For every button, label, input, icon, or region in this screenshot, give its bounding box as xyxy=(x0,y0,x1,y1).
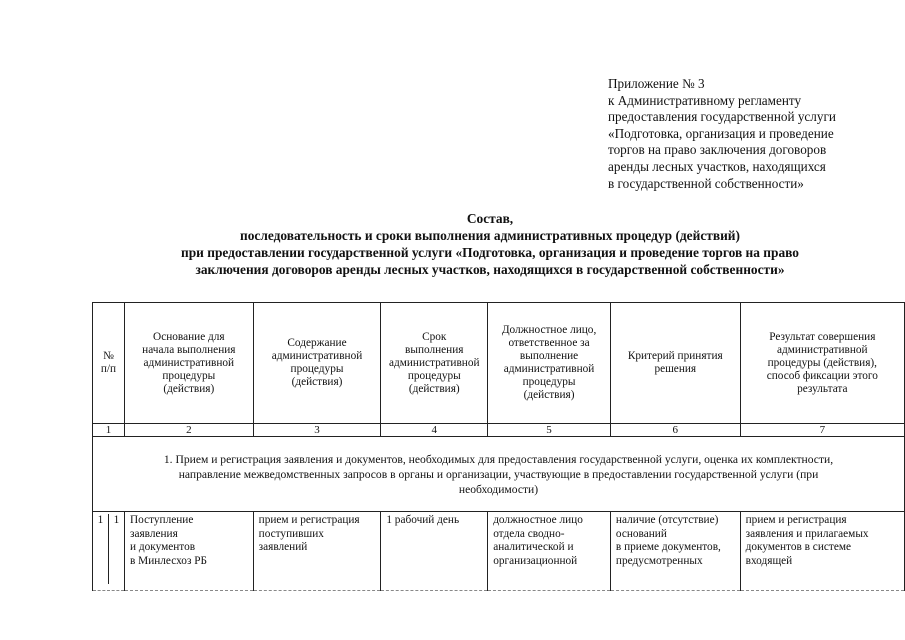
row-content-cell xyxy=(253,512,381,591)
cell-text: в приеме документов, xyxy=(615,541,721,554)
header-text: административной xyxy=(271,350,363,362)
column-number: 7 xyxy=(740,424,904,437)
cell-text: должностное лицо xyxy=(493,514,583,526)
section-row xyxy=(93,437,905,512)
header-text: (действия) xyxy=(523,389,575,401)
title-line: Состав, xyxy=(466,211,514,226)
header-text: Должностное лицо, xyxy=(501,324,597,336)
header-text: Основание для xyxy=(153,330,225,343)
cell-text: 1 рабочий день xyxy=(386,514,460,526)
header-text: процедуры xyxy=(407,369,461,382)
header-cell-criterion xyxy=(610,303,740,424)
cell-text: организационной xyxy=(493,554,578,567)
cell-text: Поступление xyxy=(130,514,194,526)
row-result-cell xyxy=(740,512,904,591)
table-row xyxy=(93,512,905,591)
header-text: (действия) xyxy=(408,382,460,395)
appendix-line: торгов на право заключения договоров xyxy=(608,142,827,158)
header-cell-content xyxy=(253,303,381,424)
header-text: (действия) xyxy=(163,382,215,395)
header-text: процедуры xyxy=(522,376,576,388)
column-number: 5 xyxy=(488,424,611,437)
row-basis-cell xyxy=(125,512,254,591)
header-text: начала выполнения xyxy=(142,343,236,356)
header-text: административной xyxy=(503,363,595,375)
cell-text: прием и регистрация xyxy=(258,514,360,526)
header-text: процедуры xyxy=(162,369,216,382)
cell-text: и документов xyxy=(130,541,196,554)
title-line: заключения договоров аренды лесных участков, находящихся в государственной собственности» xyxy=(195,262,785,277)
header-cell-official xyxy=(488,303,611,424)
section-line: необходимости) xyxy=(458,482,539,496)
header-text: административной xyxy=(388,356,480,369)
appendix-line: Приложение № 3 xyxy=(608,76,705,91)
appendix-line: в государственной собственности» xyxy=(608,175,804,191)
header-cell-term xyxy=(381,303,488,424)
header-text: административной xyxy=(143,356,235,369)
section-line: направление межведомственных запросов в органы и организации, участвующие в предоставлении государственной услуги (при xyxy=(178,467,819,481)
header-cell-number xyxy=(93,303,125,424)
cell-text: предусмотренных xyxy=(615,554,703,567)
document-title xyxy=(60,210,905,278)
table-header-row xyxy=(93,303,905,424)
row-number: 1 xyxy=(93,514,109,584)
appendix-line: предоставления государственной услуги xyxy=(608,109,836,125)
cell-text: заявления и прилагаемых xyxy=(745,527,869,540)
row-official-cell xyxy=(488,512,611,591)
title-line: при предоставлении государственной услуги «Подготовка, организация и проведение торгов на право xyxy=(181,245,799,260)
appendix-line: «Подготовка, организация и проведение xyxy=(608,125,834,141)
column-number: 1 xyxy=(93,424,125,437)
section-heading xyxy=(93,437,905,512)
appendix-line: к Административному регламенту xyxy=(608,92,802,108)
row-term-cell xyxy=(381,512,488,591)
row-number-cell xyxy=(93,512,125,591)
appendix-line: аренды лесных участков, находящихся xyxy=(608,158,826,174)
cell-text: аналитической и xyxy=(493,541,574,554)
cell-text: наличие (отсутствие) xyxy=(615,514,719,526)
procedures-table xyxy=(92,302,905,591)
header-text: выполнение xyxy=(519,350,579,362)
header-text: результата xyxy=(797,382,848,395)
row-criterion-cell xyxy=(610,512,740,591)
section-line: 1. Прием и регистрация заявления и документов, необходимых для предоставления государственной услуги, оценка их комплектности, xyxy=(163,452,834,466)
appendix-block xyxy=(608,76,898,192)
header-text: Критерий принятия xyxy=(627,350,723,362)
header-text: выполнения xyxy=(405,343,464,356)
header-text: № xyxy=(103,350,114,362)
header-text: (действия) xyxy=(291,376,343,388)
column-number: 3 xyxy=(253,424,381,437)
header-text: административной xyxy=(777,343,868,356)
cell-text: входящей xyxy=(745,554,793,567)
row-subnumber: 1 xyxy=(113,514,120,526)
column-number: 4 xyxy=(381,424,488,437)
header-text: Результат совершения xyxy=(769,330,876,343)
cell-text: документов в системе xyxy=(745,541,851,554)
header-text: решения xyxy=(654,363,697,375)
cell-text: в Минлесхоз РБ xyxy=(130,554,208,567)
cell-text: поступивших xyxy=(258,527,324,540)
cell-text: отдела сводно- xyxy=(493,527,565,540)
header-text: способ фиксации этого xyxy=(766,369,878,382)
cell-text: заявления xyxy=(130,527,178,540)
title-line: последовательность и сроки выполнения административных процедур (действий) xyxy=(240,228,740,243)
column-number-row xyxy=(93,424,905,437)
header-text: процедуры (действия), xyxy=(767,356,878,369)
cell-text: оснований xyxy=(615,527,667,540)
header-text: Срок xyxy=(422,330,447,343)
header-cell-basis xyxy=(125,303,254,424)
column-number: 2 xyxy=(125,424,254,437)
column-number: 6 xyxy=(610,424,740,437)
cell-text: прием и регистрация xyxy=(745,514,847,526)
header-text: Содержание xyxy=(287,337,347,349)
header-cell-result xyxy=(740,303,904,424)
header-text: процедуры xyxy=(290,363,344,375)
header-text: ответственное за xyxy=(508,337,590,349)
header-text: п/п xyxy=(100,363,117,375)
cell-text: заявлений xyxy=(258,541,308,554)
